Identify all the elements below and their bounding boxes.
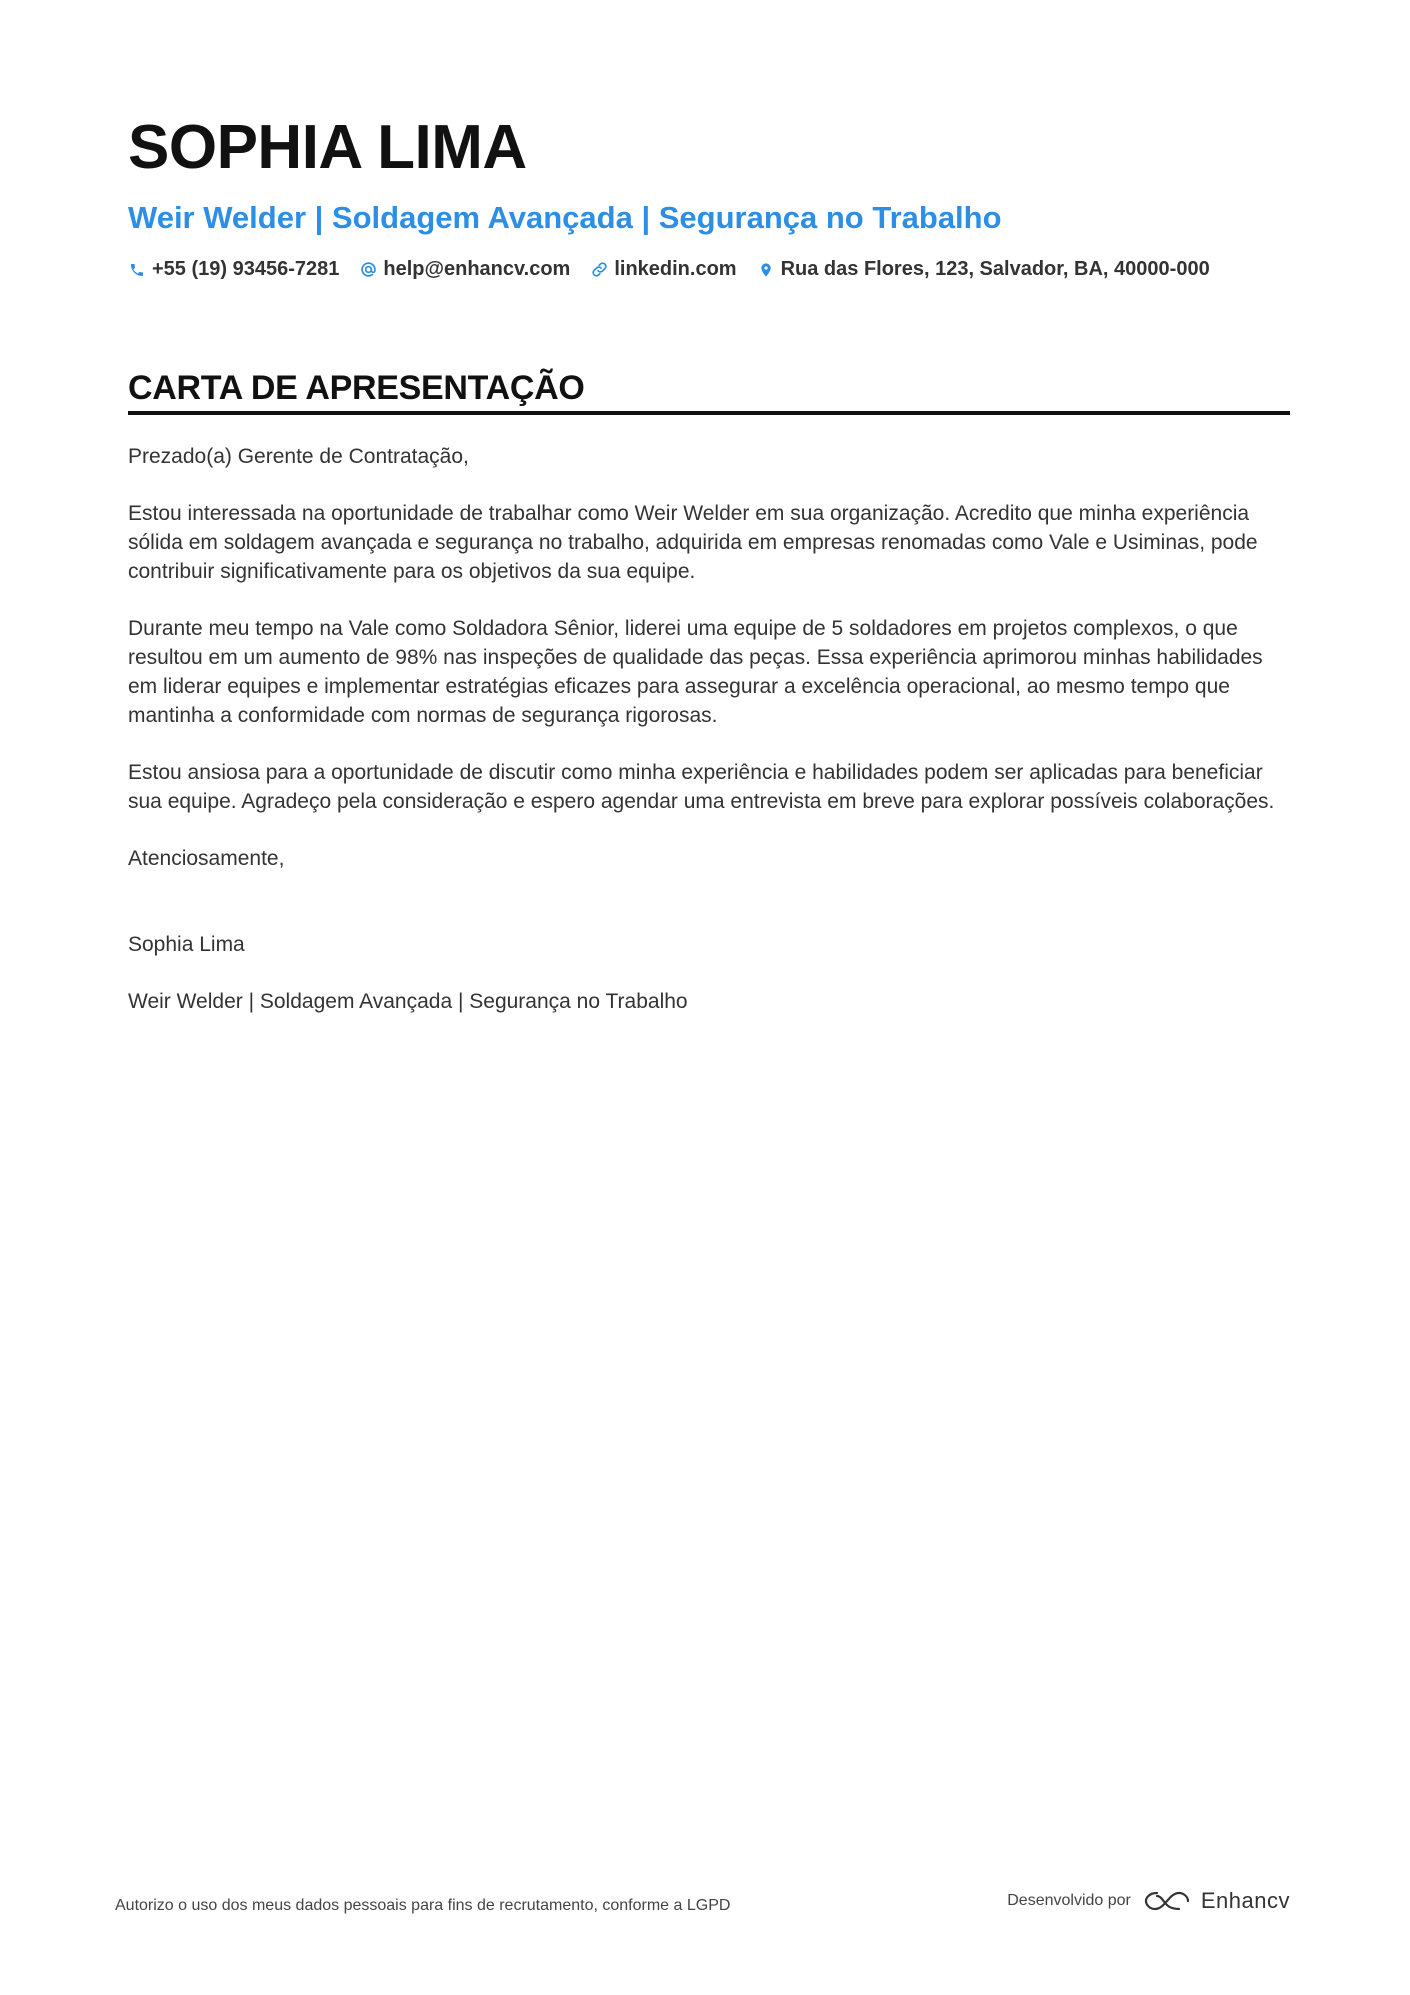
- brand-name: Enhancv: [1200, 1888, 1290, 1913]
- linkedin-text[interactable]: linkedin.com: [614, 258, 737, 280]
- phone-icon: [128, 261, 146, 279]
- enhancv-logo-icon: [1143, 1888, 1191, 1914]
- phone-text: +55 (19) 93456-7281: [152, 258, 340, 280]
- paragraph-2: Durante meu tempo na Vale como Soldadora Sênior, liderei uma equipe de 5 soldadores em projetos complexos, o que resultou em um aumento de 98% nas inspeções de qualidade das peças. Essa experiência aprimorou minhas habilidades em liderar equipes e implementar estratégias eficazes para assegurar a excelência operacional, ao mesmo tempo que mantinha a conformidade com normas de segurança rigorosas.: [128, 617, 1263, 727]
- link-icon: [590, 261, 608, 279]
- candidate-name: SOPHIA LIMA: [128, 113, 527, 182]
- contact-address: [757, 258, 1210, 281]
- letter-body: [128, 442, 1290, 1044]
- consent-note: Autorizo o uso dos meus dados pessoais para fins de recrutamento, conforme a LGPD: [115, 1897, 731, 1914]
- paragraph-3: Estou ansiosa para a oportunidade de discutir como minha experiência e habilidades podem ser aplicadas para beneficiar sua equipe. Agradeço pela consideração e espero agendar uma entrevista em breve para explorar possíveis colaborações.: [128, 761, 1275, 813]
- map-pin-icon: [757, 261, 775, 279]
- at-icon: [359, 261, 377, 279]
- section-title: CARTA DE APRESENTAÇÃO: [128, 369, 585, 407]
- contact-email[interactable]: [359, 258, 570, 281]
- contact-phone: [128, 258, 339, 281]
- section-divider: [128, 411, 1290, 415]
- email-text[interactable]: help@enhancv.com: [383, 258, 571, 280]
- powered-by-label: Desenvolvido por: [1007, 1892, 1131, 1909]
- contact-linkedin[interactable]: [590, 258, 736, 281]
- paragraph-1: Estou interessada na oportunidade de trabalhar como Weir Welder em sua organização. Acredito que minha experiência sólida em soldagem avançada e segurança no trabalho, adquirida em empresas renomadas como Vale e Usiminas, pode contribuir significativamente para os objetivos da sua equipe.: [128, 502, 1258, 583]
- signature-name: Sophia Lima: [128, 933, 245, 956]
- candidate-headline: Weir Welder | Soldagem Avançada | Segurança no Trabalho: [128, 200, 1002, 235]
- closing: Atenciosamente,: [128, 847, 285, 870]
- contact-row: [128, 258, 1288, 281]
- signature-title: Weir Welder | Soldagem Avançada | Segurança no Trabalho: [128, 990, 688, 1013]
- address-text: Rua das Flores, 123, Salvador, BA, 40000-000: [780, 258, 1210, 280]
- header: [128, 108, 1288, 281]
- powered-by[interactable]: [1007, 1888, 1290, 1914]
- salutation: Prezado(a) Gerente de Contratação,: [128, 445, 469, 468]
